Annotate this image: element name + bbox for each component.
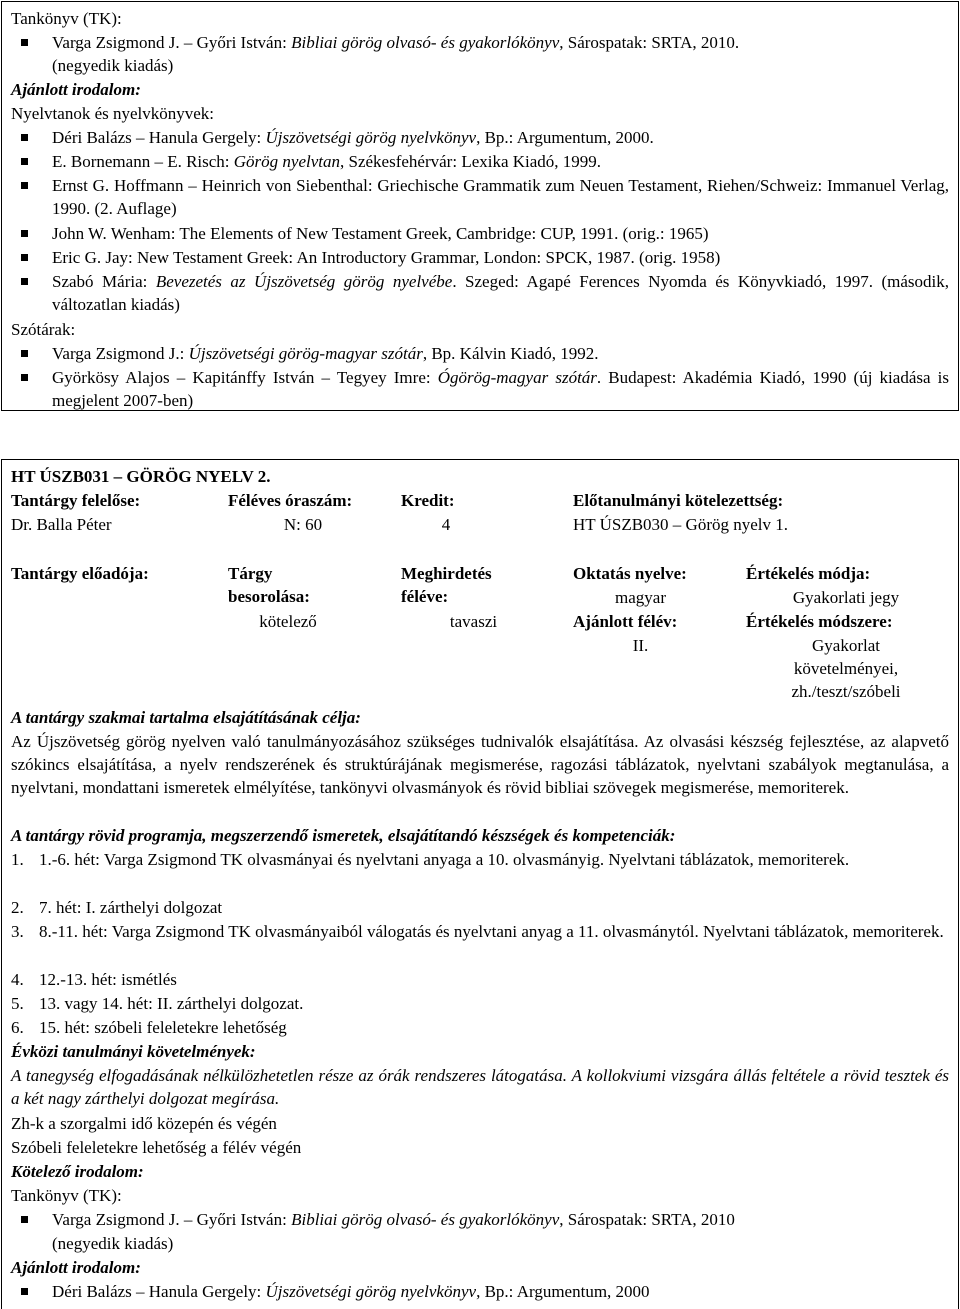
tk-heading: Tankönyv (TK): — [11, 9, 122, 28]
list-item: Eric G. Jay: New Testament Greek: An Introductory Grammar, London: SPCK, 1987. (orig. 1958) — [21, 246, 949, 269]
course-title: HT ÚSZB031 – GÖRÖG NYELV 2. — [11, 467, 271, 486]
list-item: John W. Wenham: The Elements of New Testament Greek, Cambridge: CUP, 1991. (orig.: 1965) — [21, 222, 949, 245]
cel-heading: A tantárgy szakmai tartalma elsajátításának célja: — [11, 708, 361, 727]
besorolas-label: Tárgy besorolása: — [228, 564, 310, 606]
list-item: Györkösy Alajos – Kapitánffy István – Tegyey Imre: Ógörög-magyar szótár. Budapest: Akadémia Kiadó, 1990 (új kiadása is megjelent 2007-ben) — [21, 366, 949, 412]
kotelezo-heading: Kötelező irodalom: — [11, 1162, 144, 1181]
bullet-square-icon — [21, 39, 28, 46]
oraszam-value: N: 60 — [283, 515, 323, 534]
bullet-square-icon — [21, 158, 28, 165]
list-item: Varga Zsigmond J. – Győri István: Bibliai görög olvasó- és gyakorlókönyv, Sárospatak: SRTA, 2010 — [21, 1208, 949, 1231]
ertekeles-modszer-label: Értékelés módszere: — [746, 612, 893, 631]
bullet-square-icon — [21, 230, 28, 237]
list-item: Déri Balázs – Hanula Gergely: Újszövetségi görög nyelvkönyv, Bp.: Argumentum, 2000. — [21, 126, 949, 149]
ajanlott-heading: Ajánlott irodalom: — [11, 1258, 141, 1277]
tk-heading: Tankönyv (TK): — [11, 1186, 122, 1205]
subsection-heading: Nyelvtanok és nyelvkönyvek: — [11, 104, 215, 123]
subsection-heading: Szótárak: — [11, 320, 76, 339]
literature-box — [1, 1, 959, 411]
evkozi-heading: Évközi tanulmányi követelmények: — [11, 1042, 256, 1061]
oktatas-value: magyar — [615, 588, 666, 607]
bullet-square-icon — [21, 182, 28, 189]
list-item: 3. 8.-11. hét: Varga Zsigmond TK olvasmányaiból válogatás és nyelvtani anyag a 11. olvasmánytól. Nyelvtani táblázatok, memoriterek. — [11, 922, 944, 941]
program-heading: A tantárgy rövid programja, megszerzendő ismeretek, elsajátítandó készségek és kompetenciák: — [11, 826, 676, 845]
edition-note: (negyedik kiadás) — [52, 1234, 174, 1253]
felelos-value: Dr. Balla Péter — [11, 515, 112, 534]
meghirdetes-value: tavaszi — [449, 612, 498, 631]
bullet-square-icon — [21, 278, 28, 285]
zh-line: Zh-k a szorgalmi idő közepén és végén — [11, 1114, 277, 1133]
kredit-value: 4 — [441, 515, 451, 534]
kredit-label: Kredit: — [401, 491, 455, 510]
list-item: Varga Zsigmond J.: Újszövetségi görög-magyar szótár, Bp. Kálvin Kiadó, 1992. — [21, 342, 949, 365]
besorolas-value: kötelező — [259, 612, 317, 631]
bullet-square-icon — [21, 350, 28, 357]
meghirdetes-label: Meghirdetés féléve: — [401, 564, 492, 606]
felelos-label: Tantárgy felelőse: — [11, 491, 141, 510]
list-item: 5. 13. vagy 14. hét: II. zárthelyi dolgozat. — [11, 994, 304, 1013]
cel-paragraph: Az Újszövetség görög nyelven való tanulmányozásához szükséges tudnivalók elsajátítása. Az olvasási készség fejlesztése, az alapvető szókincs elsajátítása, a nyelv rendszerének és struktúrájának megismerése, ragozási táblázatok, nyelvtani szabályok megtanulása, a nyelvtani, mondattani ismeretek elmélyítése, tankönyvi olvasmányok és rövid bibliai szövegek megismerése, memoriterek. — [11, 732, 949, 797]
bullet-square-icon — [21, 374, 28, 381]
edition-note: (negyedik kiadás) — [52, 56, 174, 75]
ertekeles-modszer-value: Gyakorlat követelményei, zh./teszt/szóbeli — [791, 636, 901, 701]
list-item: E. Bornemann – E. Risch: Görög nyelvtan, Székesfehérvár: Lexika Kiadó, 1999. — [21, 150, 949, 173]
szobeli-line: Szóbeli feleletekre lehetőség a félév végén — [11, 1138, 302, 1157]
elotan-label: Előtanulmányi kötelezettség: — [573, 491, 784, 510]
evkozi-paragraph: A tanegység elfogadásának nélkülözhetetlen része az órák rendszeres látogatása. A kollokviumi vizsgára állás feltétele a rövid tesztek és a két nagy zárthelyi dolgozat megírása. — [11, 1066, 949, 1108]
ajanlott-felev-value: II. — [632, 636, 649, 655]
list-item: 6. 15. hét: szóbeli feleletekre lehetőség — [11, 1018, 287, 1037]
list-item: 1. 1.-6. hét: Varga Zsigmond TK olvasmányai és nyelvtani anyaga a 10. olvasmányig. Nyelvtani táblázatok, memoriterek. — [11, 850, 850, 869]
list-item: Ernst G. Hoffmann – Heinrich von Siebenthal: Griechische Grammatik zum Neuen Testament, Riehen/Schweiz: Immanuel Verlag, 1990. (2. Auflage) — [21, 174, 949, 220]
list-item: 4. 12.-13. hét: ismétlés — [11, 970, 177, 989]
list-item: Déri Balázs – Hanula Gergely: Újszövetségi görög nyelvkönyv, Bp.: Argumentum, 2000 — [21, 1280, 949, 1303]
oraszam-label: Féléves óraszám: — [228, 491, 353, 510]
oktatas-label: Oktatás nyelve: — [573, 564, 687, 583]
ertekeles-mod-label: Értékelés módja: — [746, 564, 871, 583]
elotan-value: HT ÚSZB030 – Görög nyelv 1. — [573, 515, 789, 534]
list-item: 2. 7. hét: I. zárthelyi dolgozat — [11, 898, 223, 917]
list-item: Varga Zsigmond J. – Győri István: Bibliai görög olvasó- és gyakorlókönyv, Sárospatak: SRTA, 2010. — [21, 31, 949, 54]
bullet-square-icon — [21, 1288, 28, 1295]
ajanlott-felev-label: Ajánlott félév: — [573, 612, 678, 631]
eloado-label: Tantárgy előadója: — [11, 564, 149, 583]
bullet-square-icon — [21, 254, 28, 261]
course-box — [1, 459, 959, 1309]
section-heading: Ajánlott irodalom: — [11, 80, 141, 99]
bullet-square-icon — [21, 1216, 28, 1223]
list-item: Szabó Mária: Bevezetés az Újszövetség görög nyelvébe. Szeged: Agapé Ferences Nyomda és Könyvkiadó, 1997. (második, változatlan kiadás) — [21, 270, 949, 316]
ertekeles-mod-value: Gyakorlati jegy — [792, 588, 900, 607]
bullet-square-icon — [21, 134, 28, 141]
